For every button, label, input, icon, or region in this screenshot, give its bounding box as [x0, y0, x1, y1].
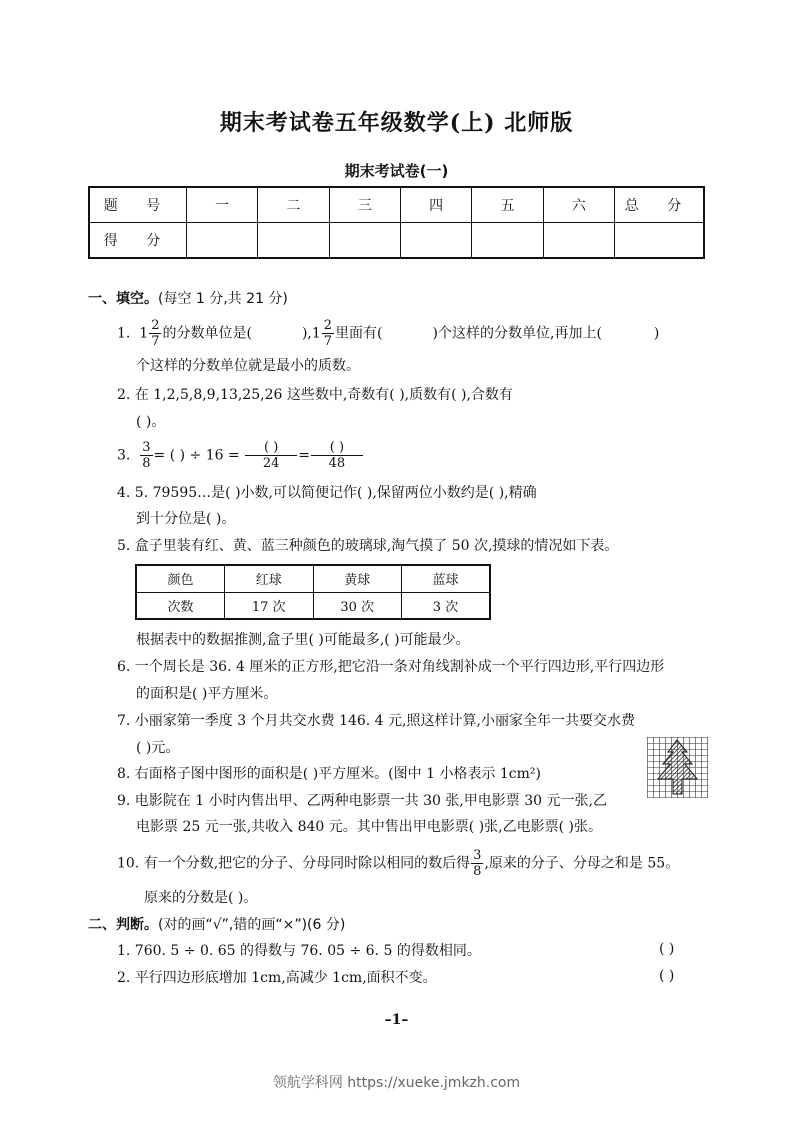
- section2-note: (对的画“√”,错的画“×”)(6 分): [158, 917, 346, 933]
- score-header-cell: 四: [400, 187, 471, 222]
- question-5-line1: 5. 盒子里装有红、黄、蓝三种颜色的玻璃球,淘气摸了 50 次,摸球的情况如下表。: [117, 538, 619, 554]
- ball-table-header: 黄球: [313, 565, 402, 592]
- score-cell[interactable]: [472, 222, 543, 258]
- score-header-cell: 五: [472, 187, 543, 222]
- score-header-cell: 二: [258, 187, 329, 222]
- fraction: $\frac{( )}{24}$: [245, 440, 297, 471]
- score-cell[interactable]: [400, 222, 471, 258]
- fraction: $\frac{3}{8}$: [473, 848, 482, 879]
- section1-note: (每空 1 分,共 21 分): [158, 291, 288, 307]
- judge-question-1: 1. 760. 5 ÷ 0. 65 的得数与 76. 05 ÷ 6. 5 的得数相同。: [117, 943, 481, 959]
- score-cell[interactable]: [187, 222, 258, 258]
- ball-table-header: 红球: [225, 565, 314, 592]
- footer-watermark: 领航学科网 https://xueke.jmkzh.com: [272, 1075, 521, 1091]
- question-7-line1: 7. 小丽家第一季度 3 个月共交水费 146. 4 元,照这样计算,小丽家全年一共要交水费: [117, 713, 635, 729]
- question-1-line2: 个这样的分数单位就是最小的质数。: [136, 358, 360, 374]
- question-9-line2: 电影票 25 元一张,共收入 840 元。其中售出甲电影票( )张,乙电影票( )张。: [136, 819, 602, 835]
- question-3: 3. $\frac{3}{8}$ = ( ) ÷ 16 = $\frac{( )}{24}$ = $\frac{( )}{48}$: [117, 440, 364, 471]
- question-9-line1: 9. 电影院在 1 小时内售出甲、乙两种电影票一共 30 张,甲电影票 30 元一张,乙: [117, 793, 607, 809]
- score-cell[interactable]: [329, 222, 400, 258]
- score-cell[interactable]: [543, 222, 614, 258]
- question-1-line1: 1. 1 $\frac{2}{7}$ 的分数单位是( ),1 $\frac{2}{7}$ 里面有( )个这样的分数单位,再加上( ): [117, 318, 660, 349]
- fraction: $\frac{2}{7}$: [323, 318, 333, 349]
- score-header-cell: 一: [187, 187, 258, 222]
- question-6-line2: 的面积是( )平方厘米。: [136, 686, 278, 702]
- question-7-line2: ( )元。: [136, 740, 180, 756]
- score-header-cell: 题 号: [89, 187, 187, 222]
- ball-table-cell: 30 次: [313, 592, 402, 619]
- score-table: [88, 186, 705, 259]
- fraction: $\frac{2}{7}$: [151, 318, 160, 349]
- score-row-label: 得 分: [89, 222, 187, 258]
- ball-table-cell: 3 次: [402, 592, 491, 619]
- question-4-line2: 到十分位是( )。: [136, 511, 236, 527]
- judge-answer-1[interactable]: ( ): [659, 941, 675, 957]
- score-cell[interactable]: [615, 222, 705, 258]
- ball-table-header: 颜色: [136, 565, 225, 592]
- section1-heading: [88, 288, 288, 308]
- judge-answer-2[interactable]: ( ): [659, 968, 675, 984]
- question-8-line1: 8. 右面格子图中图形的面积是( )平方厘米。(图中 1 小格表示 1cm²): [117, 766, 541, 782]
- grid-figure: [647, 737, 708, 798]
- question-2-line1: 2. 在 1,2,5,8,9,13,25,26 这些数中,奇数有( ),质数有( ),合数有: [117, 387, 513, 403]
- section2-heading: [88, 914, 345, 934]
- score-header-cell: 总 分: [615, 187, 705, 222]
- ball-table-header: 蓝球: [402, 565, 491, 592]
- judge-question-2: 2. 平行四边形底增加 1cm,高减少 1cm,面积不变。: [117, 970, 437, 986]
- exam-subtitle: 期末考试卷(一): [344, 162, 449, 180]
- score-header-cell: 三: [329, 187, 400, 222]
- ball-table-cell: 次数: [136, 592, 225, 619]
- question-6-line1: 6. 一个周长是 36. 4 厘米的正方形,把它沿一条对角线割补成一个平行四边形,平行四边形: [117, 659, 665, 675]
- question-5-line2: 根据表中的数据推测,盒子里( )可能最多,( )可能最少。: [136, 632, 470, 648]
- question-10-line1: 10. 有一个分数,把它的分子、分母同时除以相同的数后得 $\frac{3}{8}$ ,原来的分子、分母之和是 55。: [117, 848, 680, 879]
- fraction: $\frac{3}{8}$: [142, 440, 151, 471]
- fraction: $\frac{( )}{48}$: [311, 440, 363, 471]
- question-4-line1: 4. 5. 79595…是( )小数,可以简便记作( ),保留两位小数约是( ),精确: [117, 485, 537, 501]
- section2-label: 二、判断。: [88, 917, 158, 933]
- score-header-cell: 六: [543, 187, 614, 222]
- question-2-line2: ( )。: [136, 414, 166, 430]
- ball-table: [135, 564, 491, 620]
- ball-table-cell: 17 次: [225, 592, 314, 619]
- score-cell[interactable]: [258, 222, 329, 258]
- page-number: –1–: [384, 1012, 409, 1028]
- question-10-line2: 原来的分数是( )。: [144, 890, 258, 906]
- page-title: 期末考试卷五年级数学(上) 北师版: [219, 110, 574, 136]
- section1-label: 一、填空。: [88, 291, 158, 307]
